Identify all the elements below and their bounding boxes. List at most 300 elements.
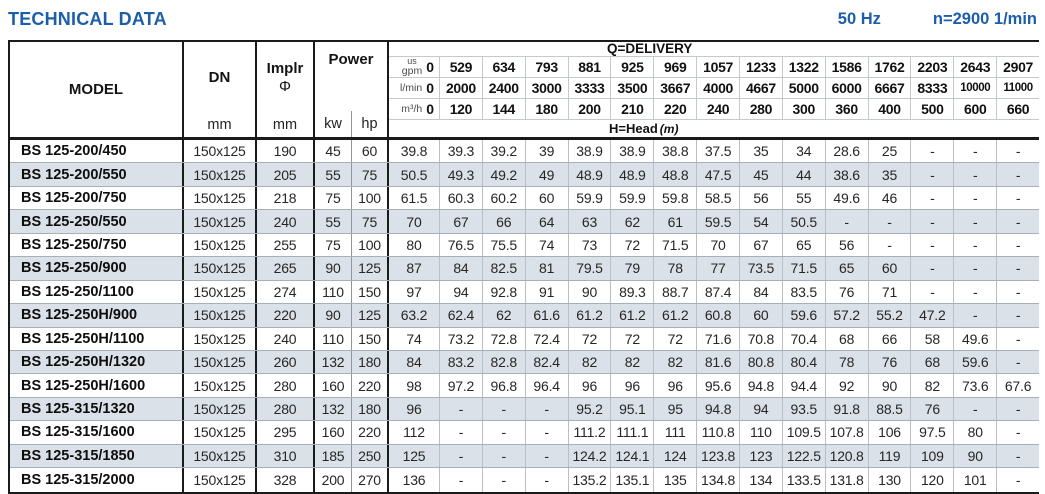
head-value-cell: 76.5 (439, 234, 482, 256)
dn-cell: 150x125 (184, 445, 257, 467)
head-value-cell: - (910, 234, 953, 256)
impeller-diameter-cell: 310 (257, 445, 315, 467)
flow-value: 2643 (953, 57, 996, 77)
impeller-diameter-cell: 328 (257, 468, 315, 491)
head-value-cell: 133.5 (782, 468, 825, 491)
head-value-cell: 120.8 (825, 445, 868, 467)
flow-value: 1762 (868, 57, 911, 77)
head-value-cell: 56 (825, 234, 868, 256)
power-hp-cell: 100 (352, 234, 389, 256)
head-value-cell: 82 (568, 351, 611, 373)
table-row (10, 398, 1039, 421)
table-row (10, 304, 1039, 327)
head-value-cell: 74 (406, 330, 422, 347)
dn-cell: 150x125 (184, 351, 257, 373)
head-value-cell: 76 (868, 351, 911, 373)
m3h-unit-label: m³/h (401, 102, 423, 115)
model-cell: BS 125-315/2000 (10, 468, 184, 491)
head-value-cell: 136 (402, 471, 426, 488)
impeller-header-label: Implr (266, 60, 304, 77)
power-hp-cell: 220 (352, 374, 389, 396)
impeller-diameter-cell: 240 (257, 328, 315, 350)
model-cell: BS 125-250H/1100 (10, 328, 184, 350)
model-cell: BS 125-315/1850 (10, 445, 184, 467)
head-value-cell: 84 (439, 257, 482, 279)
head-value-cell: 60 (868, 257, 911, 279)
head-value-cell: - (439, 421, 482, 443)
head-value-cell: 111.2 (568, 421, 611, 443)
impeller-diameter-cell: 220 (257, 304, 315, 326)
flow-value: 3500 (610, 78, 653, 98)
power-kw-cell: 132 (315, 398, 352, 420)
power-hp-cell: 125 (352, 304, 389, 326)
dn-cell: 150x125 (184, 468, 257, 491)
head-value-cell: - (996, 304, 1039, 326)
head-value-cell: - (482, 421, 525, 443)
head-value-cell: 95.2 (568, 398, 611, 420)
head-value-cell: 47.2 (910, 304, 953, 326)
head-value-cell: 60.2 (482, 187, 525, 209)
head-value-cell: 61.2 (568, 304, 611, 326)
head-value-cell: 38.8 (653, 140, 696, 162)
head-value-cell: 82 (610, 351, 653, 373)
head-value-cell: 98 (406, 377, 422, 394)
flow-value: 280 (739, 99, 782, 119)
page-title: TECHNICAL DATA (8, 8, 167, 29)
model-cell: BS 125-200/750 (10, 187, 184, 209)
head-value-cell: - (525, 445, 568, 467)
impeller-diameter-cell: 280 (257, 398, 315, 420)
head-value-cell: 61.2 (610, 304, 653, 326)
head-title: H=Head (609, 121, 658, 136)
head-value-cell: 68 (910, 351, 953, 373)
dn-cell: 150x125 (184, 140, 257, 162)
head-value-cell: 96.4 (525, 374, 568, 396)
usgpm-unit-label: us gpm (401, 56, 423, 78)
model-cell: BS 125-250/750 (10, 234, 184, 256)
head-value-cell: 75.5 (482, 234, 525, 256)
head-value-cell: 96 (610, 374, 653, 396)
power-kw-cell: 75 (315, 187, 352, 209)
dn-cell: 150x125 (184, 398, 257, 420)
flow-value: 969 (653, 57, 696, 77)
head-value-cell: 54 (739, 210, 782, 232)
head-value-cell: - (482, 398, 525, 420)
model-cell: BS 125-200/550 (10, 163, 184, 185)
head-value-cell: 45 (739, 163, 782, 185)
head-value-cell: 66 (482, 210, 525, 232)
flow-value: 120 (439, 99, 482, 119)
head-value-cell: 123.8 (696, 445, 739, 467)
head-value-cell: 49.6 (953, 328, 996, 350)
head-value-cell: 78 (653, 257, 696, 279)
column-header-dn (184, 42, 257, 137)
head-value-cell: - (996, 187, 1039, 209)
power-kw-cell: 160 (315, 421, 352, 443)
model-cell: BS 125-250H/1320 (10, 351, 184, 373)
flow-value: 529 (439, 57, 482, 77)
lmin-unit-label: l/min (400, 81, 423, 94)
table-row (10, 328, 1039, 351)
head-value-cell: 81 (525, 257, 568, 279)
head-value-cell: 38.9 (568, 140, 611, 162)
power-spacer (315, 68, 387, 111)
head-value-cell: 95.1 (610, 398, 653, 420)
power-kw-cell: 160 (315, 374, 352, 396)
flow-value: 240 (696, 99, 739, 119)
head-value-cell: 91.8 (825, 398, 868, 420)
head-value-cell: 135.2 (568, 468, 611, 491)
flow-value: 634 (482, 57, 525, 77)
head-value-cell: 77 (696, 257, 739, 279)
head-value-cell: 109.5 (782, 421, 825, 443)
head-value-cell: 39.3 (439, 140, 482, 162)
power-kw-cell: 90 (315, 304, 352, 326)
flow-value: 6667 (868, 78, 911, 98)
dn-cell: 150x125 (184, 257, 257, 279)
head-value-cell: 80 (406, 236, 422, 253)
head-value-cell: 63 (568, 210, 611, 232)
delivery-title: Q=DELIVERY (389, 42, 1039, 57)
head-value-cell: 92 (825, 374, 868, 396)
head-value-cell: 70 (406, 213, 422, 230)
technical-data-table (8, 40, 1039, 494)
head-value-cell: - (996, 351, 1039, 373)
head-value-cell: 56 (739, 187, 782, 209)
head-value-cell: - (953, 187, 996, 209)
head-value-cell: 96 (406, 401, 422, 418)
head-value-cell: - (996, 398, 1039, 420)
head-value-cell: 38.6 (825, 163, 868, 185)
head-value-cell: 74 (525, 234, 568, 256)
head-value-cell: 82.4 (525, 351, 568, 373)
flow-value: 3667 (653, 78, 696, 98)
flow-value: 11000 (996, 78, 1039, 98)
head-value-cell: 107.8 (825, 421, 868, 443)
head-value-cell: - (525, 398, 568, 420)
head-value-cell: 59.5 (696, 210, 739, 232)
flow-m3h-zero-cell (389, 99, 439, 119)
flow-value: 1057 (696, 57, 739, 77)
column-header-power (315, 42, 389, 137)
flow-lmin-zero-cell (389, 78, 439, 98)
head-value-cell: 106 (868, 421, 911, 443)
hp-unit-label: hp (351, 111, 387, 137)
head-value-cell: 80 (953, 421, 996, 443)
head-value-cell: 28.6 (825, 140, 868, 162)
head-value-cell: - (439, 468, 482, 491)
head-value-cell: 46 (868, 187, 911, 209)
power-kw-cell: 90 (315, 257, 352, 279)
flow-value: 0 (426, 101, 434, 117)
head-value-cell: 66 (868, 328, 911, 350)
head-value-cell: 96 (568, 374, 611, 396)
flow-value: 2907 (996, 57, 1039, 77)
head-value-cell: 88.5 (868, 398, 911, 420)
power-hp-cell: 100 (352, 187, 389, 209)
head-value-cell: - (996, 234, 1039, 256)
dn-cell: 150x125 (184, 234, 257, 256)
flow-value: 8333 (910, 78, 953, 98)
head-value-cell: 59.9 (610, 187, 653, 209)
table-row (10, 210, 1039, 233)
head-value-cell: - (996, 210, 1039, 232)
head-value-cell: 73.5 (739, 257, 782, 279)
head-value-cell: 125 (402, 447, 426, 464)
head-value-cell: 73.2 (439, 328, 482, 350)
delivery-header (389, 42, 1039, 137)
column-header-impeller (257, 42, 315, 137)
head-value-cell: 49.3 (439, 163, 482, 185)
head-value-cell: 94.4 (782, 374, 825, 396)
flow-value: 0 (426, 80, 434, 96)
dn-cell: 150x125 (184, 304, 257, 326)
table-row (10, 468, 1039, 491)
head-value-cell: 94.8 (739, 374, 782, 396)
dn-cell: 150x125 (184, 281, 257, 303)
power-kw-cell: 200 (315, 468, 352, 491)
head-value-cell: 134 (739, 468, 782, 491)
head-value-cell: 65 (782, 234, 825, 256)
impeller-diameter-cell: 240 (257, 210, 315, 232)
model-cell: BS 125-250H/1600 (10, 374, 184, 396)
flow-value: 881 (568, 57, 611, 77)
head-value-cell: - (953, 304, 996, 326)
power-hp-cell: 250 (352, 445, 389, 467)
head-value-cell: 67 (739, 234, 782, 256)
impeller-diameter-cell: 295 (257, 421, 315, 443)
impeller-diameter-cell: 265 (257, 257, 315, 279)
head-value-cell: 59.6 (953, 351, 996, 373)
head-title-row (389, 120, 1039, 137)
impeller-diameter-symbol: Φ (279, 78, 291, 95)
head-value-cell: 65 (825, 257, 868, 279)
power-hp-cell: 75 (352, 210, 389, 232)
flow-value: 925 (610, 57, 653, 77)
head-unit: (m) (659, 121, 679, 136)
head-value-cell: 87 (406, 260, 422, 277)
head-value-cell: 62.4 (439, 304, 482, 326)
model-cell: BS 125-250/900 (10, 257, 184, 279)
head-value-cell: 72 (610, 328, 653, 350)
flow-value: 200 (568, 99, 611, 119)
power-kw-cell: 110 (315, 328, 352, 350)
flow-value: 300 (782, 99, 825, 119)
speed-label: n=2900 1/min (932, 9, 1037, 28)
head-value-cell: 50.5 (400, 166, 428, 183)
head-value-cell: 49 (525, 163, 568, 185)
head-value-cell: 90 (568, 281, 611, 303)
head-value-cell: - (910, 281, 953, 303)
head-value-cell: 62 (482, 304, 525, 326)
head-value-cell: - (868, 210, 911, 232)
head-value-cell: 57.2 (825, 304, 868, 326)
flow-value: 400 (868, 99, 911, 119)
power-hp-cell: 75 (352, 163, 389, 185)
head-value-cell: - (910, 163, 953, 185)
head-value-cell: 63.2 (400, 307, 428, 324)
head-value-cell: 122.5 (782, 445, 825, 467)
impeller-diameter-cell: 190 (257, 140, 315, 162)
model-header-label: MODEL (68, 81, 124, 98)
head-value-cell: 70.8 (739, 328, 782, 350)
table-row (10, 421, 1039, 444)
power-kw-cell: 75 (315, 234, 352, 256)
head-value-cell: 39.8 (400, 143, 428, 160)
head-value-cell: 39 (525, 140, 568, 162)
head-value-cell: - (910, 210, 953, 232)
head-value-cell: 90 (953, 445, 996, 467)
head-value-cell: 111 (653, 421, 696, 443)
head-value-cell: - (953, 257, 996, 279)
power-kw-cell: 55 (315, 163, 352, 185)
head-value-cell: 60.3 (439, 187, 482, 209)
head-value-cell: 124 (653, 445, 696, 467)
table-row (10, 257, 1039, 280)
head-value-cell: 64 (525, 210, 568, 232)
head-value-cell: 120 (910, 468, 953, 491)
table-row (10, 374, 1039, 397)
head-value-cell: - (825, 210, 868, 232)
flow-value: 6000 (825, 78, 868, 98)
head-value-cell: 90 (868, 374, 911, 396)
head-value-cell: 58 (910, 328, 953, 350)
dn-cell: 150x125 (184, 328, 257, 350)
flow-value: 10000 (953, 78, 996, 98)
head-value-cell: 72.8 (482, 328, 525, 350)
dn-cell: 150x125 (184, 163, 257, 185)
head-value-cell: - (953, 210, 996, 232)
head-value-cell: - (953, 234, 996, 256)
dn-cell: 150x125 (184, 210, 257, 232)
impeller-diameter-cell: 274 (257, 281, 315, 303)
head-value-cell: 48.8 (653, 163, 696, 185)
head-value-cell: 81.6 (696, 351, 739, 373)
head-value-cell: - (953, 163, 996, 185)
head-value-cell: 89.3 (610, 281, 653, 303)
kw-unit-label: kw (324, 116, 342, 132)
head-value-cell: 134.8 (696, 468, 739, 491)
head-value-cell: 62 (610, 210, 653, 232)
head-value-cell: 95.6 (696, 374, 739, 396)
head-value-cell: 84 (406, 354, 422, 371)
head-value-cell: 50.5 (782, 210, 825, 232)
head-value-cell: - (910, 187, 953, 209)
power-hp-cell: 60 (352, 140, 389, 162)
flow-value: 1586 (825, 57, 868, 77)
dn-unit-label: mm (207, 117, 232, 133)
head-value-cell: - (910, 140, 953, 162)
model-cell: BS 125-250H/900 (10, 304, 184, 326)
flow-value: 4000 (696, 78, 739, 98)
page-header (8, 5, 1037, 33)
head-value-cell: 55.2 (868, 304, 911, 326)
head-value-cell: - (996, 163, 1039, 185)
flow-value: 144 (482, 99, 525, 119)
power-hp-cell: 150 (352, 328, 389, 350)
flow-value: 220 (653, 99, 696, 119)
head-value-cell: 60 (525, 187, 568, 209)
dn-cell: 150x125 (184, 421, 257, 443)
model-cell: BS 125-250/550 (10, 210, 184, 232)
head-value-cell: 72 (653, 328, 696, 350)
head-value-cell: 59.9 (568, 187, 611, 209)
head-value-cell: 91 (525, 281, 568, 303)
head-value-cell: 94.8 (696, 398, 739, 420)
power-header-label: Power (328, 51, 374, 68)
head-value-cell: - (525, 421, 568, 443)
flow-value: 0 (426, 59, 434, 75)
model-cell: BS 125-315/1320 (10, 398, 184, 420)
head-value-cell: 119 (868, 445, 911, 467)
head-value-cell: - (996, 468, 1039, 491)
head-value-cell: 60.8 (696, 304, 739, 326)
head-value-cell: - (996, 445, 1039, 467)
head-value-cell: 87.4 (696, 281, 739, 303)
head-value-cell: 68 (825, 328, 868, 350)
flow-value: 3000 (525, 78, 568, 98)
head-value-cell: 71.5 (653, 234, 696, 256)
frequency-label: 50 Hz (837, 9, 881, 28)
head-value-cell: 124.2 (568, 445, 611, 467)
head-value-cell: 58.5 (696, 187, 739, 209)
head-value-cell: - (996, 328, 1039, 350)
power-kw-cell: 132 (315, 351, 352, 373)
head-value-cell: 82 (910, 374, 953, 396)
power-hp-cell: 180 (352, 398, 389, 420)
power-kw-cell: 45 (315, 140, 352, 162)
head-value-cell: - (482, 445, 525, 467)
head-value-cell: - (953, 281, 996, 303)
power-kw-cell: 110 (315, 281, 352, 303)
power-hp-cell: 270 (352, 468, 389, 491)
head-value-cell: 71.6 (696, 328, 739, 350)
head-value-cell: 70 (696, 234, 739, 256)
head-value-cell: 83.5 (782, 281, 825, 303)
impeller-diameter-cell: 255 (257, 234, 315, 256)
flow-value: 500 (910, 99, 953, 119)
head-value-cell: 111.1 (610, 421, 653, 443)
head-value-cell: 80.8 (739, 351, 782, 373)
head-value-cell: 101 (953, 468, 996, 491)
head-value-cell: - (868, 234, 911, 256)
head-value-cell: 61 (653, 210, 696, 232)
head-value-cell: 71 (868, 281, 911, 303)
head-value-cell: 95 (653, 398, 696, 420)
dn-cell: 150x125 (184, 187, 257, 209)
head-value-cell: 73 (568, 234, 611, 256)
head-value-cell: - (953, 398, 996, 420)
flow-value: 600 (953, 99, 996, 119)
flow-value: 2000 (439, 78, 482, 98)
impeller-diameter-cell: 205 (257, 163, 315, 185)
head-value-cell: - (439, 398, 482, 420)
head-value-cell: 94 (439, 281, 482, 303)
flow-value: 1233 (739, 57, 782, 77)
impeller-diameter-cell: 280 (257, 374, 315, 396)
head-value-cell: - (996, 281, 1039, 303)
head-value-cell: 48.9 (610, 163, 653, 185)
head-value-cell: 123 (739, 445, 782, 467)
flow-usgpm-zero-cell (389, 57, 439, 77)
table-row (10, 163, 1039, 186)
head-value-cell: - (525, 468, 568, 491)
head-value-cell: 35 (739, 140, 782, 162)
head-value-cell: - (439, 445, 482, 467)
head-value-cell: 60 (739, 304, 782, 326)
power-hp-cell: 150 (352, 281, 389, 303)
head-value-cell: 79 (610, 257, 653, 279)
